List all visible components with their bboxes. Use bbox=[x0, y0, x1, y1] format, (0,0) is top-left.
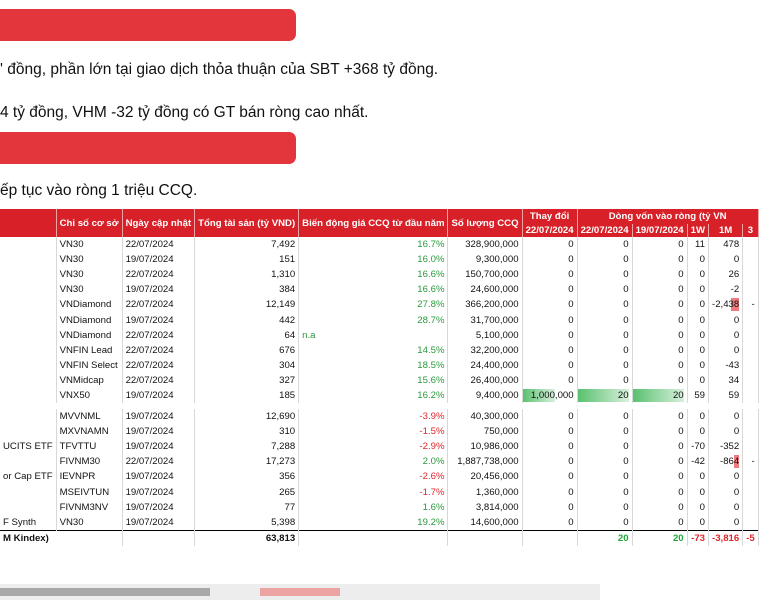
cell-chg: 0 bbox=[522, 267, 577, 282]
scrollbar-thumb[interactable] bbox=[0, 588, 210, 596]
cell-units: 26,400,000 bbox=[448, 373, 522, 388]
cell-chg: 0 bbox=[522, 500, 577, 515]
cell-m1: 478 bbox=[709, 237, 743, 252]
cell-w1: 0 bbox=[687, 328, 708, 343]
cell-m3 bbox=[743, 343, 759, 358]
cell-assets: 12,690 bbox=[195, 409, 299, 424]
cell-f22: 0 bbox=[577, 328, 632, 343]
cell-w1: -42 bbox=[687, 454, 708, 469]
col-fund-header bbox=[0, 209, 56, 237]
cell-fund bbox=[0, 343, 56, 358]
cell-assets: 356 bbox=[195, 469, 299, 484]
cell-fund bbox=[0, 312, 56, 327]
cell-date: 22/07/2024 bbox=[122, 454, 195, 469]
cell-index: VNDiamond bbox=[56, 312, 122, 327]
table-row bbox=[0, 252, 758, 267]
cell-blank bbox=[299, 530, 448, 546]
cell-index: FIVNM3NV bbox=[56, 500, 122, 515]
cell-f22: 0 bbox=[577, 454, 632, 469]
cell-blank bbox=[448, 530, 522, 546]
cell-index: VNDiamond bbox=[56, 297, 122, 312]
table-row bbox=[0, 454, 758, 469]
cell-fund bbox=[0, 358, 56, 373]
cell-ytd: 28.7% bbox=[299, 312, 448, 327]
cell-chg: 1,000,000 bbox=[522, 388, 577, 403]
cell-date: 19/07/2024 bbox=[122, 485, 195, 500]
cell-units: 31,700,000 bbox=[448, 312, 522, 327]
col-index-header[interactable]: Chỉ số cơ sở bbox=[56, 209, 122, 237]
cell-date: 19/07/2024 bbox=[122, 252, 195, 267]
cell-date: 22/07/2024 bbox=[122, 267, 195, 282]
cell-m3 bbox=[743, 500, 759, 515]
table-row bbox=[0, 282, 758, 297]
cell-index: TFVTTU bbox=[56, 439, 122, 454]
cell-m3 bbox=[743, 282, 759, 297]
cell-m1: 0 bbox=[709, 515, 743, 531]
table-row bbox=[0, 515, 758, 531]
cell-f19: 0 bbox=[632, 358, 687, 373]
table-row bbox=[0, 388, 758, 403]
cell-units: 5,100,000 bbox=[448, 328, 522, 343]
cell-fund bbox=[0, 237, 56, 252]
summary-line-2: 4 tỷ đồng, VHM -32 tỷ đồng có GT bán ròng cao nhất. bbox=[0, 104, 369, 121]
cell-ytd: 18.5% bbox=[299, 358, 448, 373]
cell-assets: 304 bbox=[195, 358, 299, 373]
cell-m1: -864 bbox=[709, 454, 743, 469]
cell-fund: or Cap ETF bbox=[0, 469, 56, 484]
col-units-header[interactable]: Số lượng CCQ bbox=[448, 209, 522, 237]
cell-w1: 0 bbox=[687, 282, 708, 297]
table-row bbox=[0, 297, 758, 312]
cell-chg: 0 bbox=[522, 237, 577, 252]
cell-m1: 0 bbox=[709, 343, 743, 358]
table-row bbox=[0, 424, 758, 439]
cell-m3: - bbox=[743, 297, 759, 312]
cell-w1: -70 bbox=[687, 439, 708, 454]
cell-f19: 0 bbox=[632, 373, 687, 388]
cell-m3 bbox=[743, 358, 759, 373]
cell-m1: -2,438 bbox=[709, 297, 743, 312]
total-flow-d2: 20 bbox=[632, 530, 687, 546]
cell-f19: 0 bbox=[632, 312, 687, 327]
cell-fund bbox=[0, 267, 56, 282]
col-flow-1m-header[interactable]: 1M bbox=[709, 224, 743, 237]
cell-chg: 0 bbox=[522, 358, 577, 373]
cell-ytd: 16.2% bbox=[299, 388, 448, 403]
total-flow-1m: -3,816 bbox=[709, 530, 743, 546]
cell-f19: 0 bbox=[632, 282, 687, 297]
cell-w1: 0 bbox=[687, 358, 708, 373]
cell-f22: 0 bbox=[577, 500, 632, 515]
cell-index: VNX50 bbox=[56, 388, 122, 403]
total-label: M Kindex) bbox=[0, 530, 122, 546]
col-date-header[interactable]: Ngày cập nhật bbox=[122, 209, 195, 237]
cell-assets: 5,398 bbox=[195, 515, 299, 531]
cell-chg: 0 bbox=[522, 439, 577, 454]
cell-w1: 0 bbox=[687, 500, 708, 515]
table-row bbox=[0, 439, 758, 454]
cell-date: 22/07/2024 bbox=[122, 328, 195, 343]
cell-date: 19/07/2024 bbox=[122, 500, 195, 515]
cell-f19: 0 bbox=[632, 454, 687, 469]
col-flow-d2-header[interactable]: 19/07/2024 bbox=[632, 224, 687, 237]
table-row bbox=[0, 328, 758, 343]
cell-m3 bbox=[743, 409, 759, 424]
summary-line-1: ' đồng, phần lớn tại giao dịch thỏa thuận của SBT +368 tỷ đồng. bbox=[0, 61, 439, 78]
cell-f19: 0 bbox=[632, 485, 687, 500]
col-flow-1w-header[interactable]: 1W bbox=[687, 224, 708, 237]
cell-fund bbox=[0, 282, 56, 297]
cell-f22: 0 bbox=[577, 297, 632, 312]
cell-m3 bbox=[743, 515, 759, 531]
cell-m1: 0 bbox=[709, 469, 743, 484]
cell-f22: 20 bbox=[577, 388, 632, 403]
cell-units: 328,900,000 bbox=[448, 237, 522, 252]
cell-ytd: 16.0% bbox=[299, 252, 448, 267]
table-row bbox=[0, 343, 758, 358]
section-header-bar-1 bbox=[0, 9, 296, 41]
cell-f19: 0 bbox=[632, 424, 687, 439]
cell-assets: 384 bbox=[195, 282, 299, 297]
cell-units: 9,300,000 bbox=[448, 252, 522, 267]
total-flow-d1: 20 bbox=[577, 530, 632, 546]
cell-index: VN30 bbox=[56, 515, 122, 531]
total-assets: 63,813 bbox=[195, 530, 299, 546]
cell-m1: 0 bbox=[709, 252, 743, 267]
cell-chg: 0 bbox=[522, 454, 577, 469]
cell-fund bbox=[0, 252, 56, 267]
cell-chg: 0 bbox=[522, 373, 577, 388]
cell-f22: 0 bbox=[577, 282, 632, 297]
cell-chg: 0 bbox=[522, 297, 577, 312]
cell-f22: 0 bbox=[577, 358, 632, 373]
cell-index: IEVNPR bbox=[56, 469, 122, 484]
col-change-date-header[interactable]: 22/07/2024 bbox=[522, 224, 577, 237]
cell-date: 19/07/2024 bbox=[122, 515, 195, 531]
cell-date: 19/07/2024 bbox=[122, 439, 195, 454]
cell-assets: 77 bbox=[195, 500, 299, 515]
cell-f19: 0 bbox=[632, 267, 687, 282]
cell-m3 bbox=[743, 373, 759, 388]
cell-date: 22/07/2024 bbox=[122, 373, 195, 388]
cell-ytd: -1.5% bbox=[299, 424, 448, 439]
cell-chg: 0 bbox=[522, 328, 577, 343]
col-flow-group-header[interactable]: Dòng vốn vào ròng (tỷ VN bbox=[577, 209, 758, 224]
cell-ytd: 14.5% bbox=[299, 343, 448, 358]
cell-assets: 265 bbox=[195, 485, 299, 500]
cell-f22: 0 bbox=[577, 343, 632, 358]
cell-f19: 0 bbox=[632, 237, 687, 252]
cell-assets: 17,273 bbox=[195, 454, 299, 469]
cell-ytd: -1.7% bbox=[299, 485, 448, 500]
cell-assets: 676 bbox=[195, 343, 299, 358]
cell-m1: 0 bbox=[709, 409, 743, 424]
cell-units: 366,200,000 bbox=[448, 297, 522, 312]
cell-f19: 0 bbox=[632, 500, 687, 515]
table-row bbox=[0, 237, 758, 252]
cell-m3 bbox=[743, 252, 759, 267]
cell-m1: 0 bbox=[709, 312, 743, 327]
cell-ytd: -2.9% bbox=[299, 439, 448, 454]
cell-w1: 0 bbox=[687, 297, 708, 312]
cell-assets: 151 bbox=[195, 252, 299, 267]
cell-chg: 0 bbox=[522, 515, 577, 531]
cell-f19: 20 bbox=[632, 388, 687, 403]
cell-index: VN30 bbox=[56, 282, 122, 297]
cell-assets: 64 bbox=[195, 328, 299, 343]
scrollbar-partial-row bbox=[260, 588, 340, 596]
cell-f22: 0 bbox=[577, 409, 632, 424]
cell-units: 150,700,000 bbox=[448, 267, 522, 282]
cell-units: 20,456,000 bbox=[448, 469, 522, 484]
cell-fund bbox=[0, 297, 56, 312]
cell-chg: 0 bbox=[522, 282, 577, 297]
cell-chg: 0 bbox=[522, 312, 577, 327]
cell-units: 9,400,000 bbox=[448, 388, 522, 403]
cell-blank bbox=[522, 530, 577, 546]
cell-date: 22/07/2024 bbox=[122, 358, 195, 373]
cell-assets: 327 bbox=[195, 373, 299, 388]
table-row bbox=[0, 469, 758, 484]
cell-index: VNMidcap bbox=[56, 373, 122, 388]
total-flow-1w: -73 bbox=[687, 530, 708, 546]
cell-w1: 0 bbox=[687, 515, 708, 531]
cell-m3 bbox=[743, 469, 759, 484]
table-row bbox=[0, 312, 758, 327]
cell-ytd: -2.6% bbox=[299, 469, 448, 484]
cell-ytd: 16.7% bbox=[299, 237, 448, 252]
cell-m1: 0 bbox=[709, 500, 743, 515]
cell-m1: 0 bbox=[709, 424, 743, 439]
cell-w1: 0 bbox=[687, 409, 708, 424]
cell-assets: 185 bbox=[195, 388, 299, 403]
cell-f22: 0 bbox=[577, 439, 632, 454]
cell-units: 3,814,000 bbox=[448, 500, 522, 515]
cell-f22: 0 bbox=[577, 515, 632, 531]
cell-fund bbox=[0, 500, 56, 515]
cell-fund: UCITS ETF bbox=[0, 439, 56, 454]
cell-m1: -352 bbox=[709, 439, 743, 454]
cell-m1: 26 bbox=[709, 267, 743, 282]
cell-w1: 0 bbox=[687, 267, 708, 282]
cell-w1: 0 bbox=[687, 485, 708, 500]
cell-date: 19/07/2024 bbox=[122, 469, 195, 484]
cell-date: 22/07/2024 bbox=[122, 343, 195, 358]
cell-f22: 0 bbox=[577, 485, 632, 500]
cell-m3: - bbox=[743, 454, 759, 469]
cell-f22: 0 bbox=[577, 252, 632, 267]
cell-m1: -43 bbox=[709, 358, 743, 373]
col-flow-3m-header[interactable]: 3 bbox=[743, 224, 759, 237]
cell-fund bbox=[0, 454, 56, 469]
cell-index: MXVNAMN bbox=[56, 424, 122, 439]
cell-m1: 34 bbox=[709, 373, 743, 388]
cell-index: VNFIN Lead bbox=[56, 343, 122, 358]
cell-fund bbox=[0, 409, 56, 424]
cell-f19: 0 bbox=[632, 252, 687, 267]
cell-w1: 0 bbox=[687, 252, 708, 267]
cell-fund bbox=[0, 485, 56, 500]
cell-m1: 0 bbox=[709, 328, 743, 343]
cell-ytd: 16.6% bbox=[299, 282, 448, 297]
summary-line-3: ếp tục vào ròng 1 triệu CCQ. bbox=[0, 182, 198, 199]
cell-date: 19/07/2024 bbox=[122, 388, 195, 403]
section-header-bar-2 bbox=[0, 132, 296, 164]
cell-units: 1,887,738,000 bbox=[448, 454, 522, 469]
cell-ytd: n.a bbox=[299, 328, 448, 343]
cell-f22: 0 bbox=[577, 469, 632, 484]
cell-f19: 0 bbox=[632, 515, 687, 531]
col-change-header[interactable]: Thay đổi bbox=[522, 209, 577, 224]
cell-m3 bbox=[743, 424, 759, 439]
cell-m1: 0 bbox=[709, 485, 743, 500]
cell-f19: 0 bbox=[632, 328, 687, 343]
cell-units: 24,400,000 bbox=[448, 358, 522, 373]
table-row bbox=[0, 267, 758, 282]
cell-assets: 7,288 bbox=[195, 439, 299, 454]
cell-fund bbox=[0, 388, 56, 403]
cell-assets: 1,310 bbox=[195, 267, 299, 282]
cell-f22: 0 bbox=[577, 424, 632, 439]
cell-f19: 0 bbox=[632, 343, 687, 358]
cell-fund bbox=[0, 328, 56, 343]
cell-w1: 59 bbox=[687, 388, 708, 403]
cell-m3 bbox=[743, 328, 759, 343]
cell-fund bbox=[0, 373, 56, 388]
cell-index: FIVNM30 bbox=[56, 454, 122, 469]
cell-m3 bbox=[743, 312, 759, 327]
table-row bbox=[0, 358, 758, 373]
cell-date: 19/07/2024 bbox=[122, 282, 195, 297]
col-price-change-header[interactable]: Biến động giá CCQ từ đầu năm bbox=[299, 209, 448, 237]
cell-units: 32,200,000 bbox=[448, 343, 522, 358]
cell-date: 19/07/2024 bbox=[122, 424, 195, 439]
cell-chg: 0 bbox=[522, 485, 577, 500]
col-assets-header[interactable]: Tổng tài sản (tỷ VND) bbox=[195, 209, 299, 237]
table-row bbox=[0, 485, 758, 500]
cell-w1: 11 bbox=[687, 237, 708, 252]
cell-index: VNDiamond bbox=[56, 328, 122, 343]
cell-f22: 0 bbox=[577, 237, 632, 252]
cell-date: 19/07/2024 bbox=[122, 409, 195, 424]
cell-ytd: 27.8% bbox=[299, 297, 448, 312]
cell-index: MSEIVTUN bbox=[56, 485, 122, 500]
cell-chg: 0 bbox=[522, 409, 577, 424]
cell-m3 bbox=[743, 267, 759, 282]
cell-date: 22/07/2024 bbox=[122, 297, 195, 312]
cell-ytd: 15.6% bbox=[299, 373, 448, 388]
cell-units: 24,600,000 bbox=[448, 282, 522, 297]
cell-ytd: -3.9% bbox=[299, 409, 448, 424]
cell-f22: 0 bbox=[577, 312, 632, 327]
cell-units: 1,360,000 bbox=[448, 485, 522, 500]
cell-ytd: 1.6% bbox=[299, 500, 448, 515]
cell-index: VN30 bbox=[56, 267, 122, 282]
cell-index: VNFIN Select bbox=[56, 358, 122, 373]
cell-chg: 0 bbox=[522, 252, 577, 267]
cell-date: 19/07/2024 bbox=[122, 312, 195, 327]
cell-m1: -2 bbox=[709, 282, 743, 297]
table-row bbox=[0, 373, 758, 388]
table-row bbox=[0, 409, 758, 424]
cell-assets: 7,492 bbox=[195, 237, 299, 252]
table-row bbox=[0, 500, 758, 515]
cell-fund: F Synth bbox=[0, 515, 56, 531]
horizontal-scrollbar[interactable] bbox=[0, 584, 600, 600]
cell-m3 bbox=[743, 388, 759, 403]
cell-w1: 0 bbox=[687, 312, 708, 327]
cell-m3 bbox=[743, 439, 759, 454]
cell-fund bbox=[0, 424, 56, 439]
cell-f22: 0 bbox=[577, 267, 632, 282]
etf-flow-table bbox=[0, 209, 759, 546]
cell-ytd: 2.0% bbox=[299, 454, 448, 469]
cell-ytd: 19.2% bbox=[299, 515, 448, 531]
cell-units: 40,300,000 bbox=[448, 409, 522, 424]
cell-date: 22/07/2024 bbox=[122, 237, 195, 252]
cell-w1: 0 bbox=[687, 469, 708, 484]
cell-w1: 0 bbox=[687, 424, 708, 439]
cell-assets: 442 bbox=[195, 312, 299, 327]
cell-chg: 0 bbox=[522, 469, 577, 484]
cell-chg: 0 bbox=[522, 424, 577, 439]
cell-units: 14,600,000 bbox=[448, 515, 522, 531]
cell-index: MVVNML bbox=[56, 409, 122, 424]
cell-f19: 0 bbox=[632, 439, 687, 454]
cell-chg: 0 bbox=[522, 343, 577, 358]
cell-index: VN30 bbox=[56, 237, 122, 252]
cell-w1: 0 bbox=[687, 373, 708, 388]
cell-f19: 0 bbox=[632, 469, 687, 484]
cell-ytd: 16.6% bbox=[299, 267, 448, 282]
cell-m3 bbox=[743, 237, 759, 252]
col-flow-d1-header[interactable]: 22/07/2024 bbox=[577, 224, 632, 237]
cell-assets: 310 bbox=[195, 424, 299, 439]
cell-index: VN30 bbox=[56, 252, 122, 267]
cell-m3 bbox=[743, 485, 759, 500]
cell-blank bbox=[122, 530, 195, 546]
cell-f19: 0 bbox=[632, 297, 687, 312]
cell-assets: 12,149 bbox=[195, 297, 299, 312]
cell-units: 750,000 bbox=[448, 424, 522, 439]
cell-w1: 0 bbox=[687, 343, 708, 358]
total-flow-3m: -5 bbox=[743, 530, 759, 546]
cell-m1: 59 bbox=[709, 388, 743, 403]
cell-units: 10,986,000 bbox=[448, 439, 522, 454]
cell-f22: 0 bbox=[577, 373, 632, 388]
total-row bbox=[0, 530, 758, 546]
cell-f19: 0 bbox=[632, 409, 687, 424]
